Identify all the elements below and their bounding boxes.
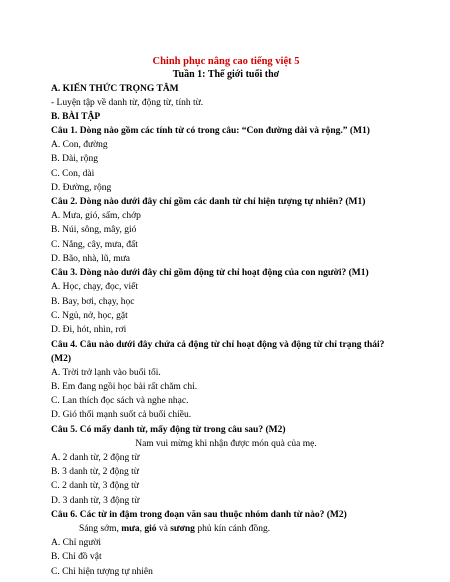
question-1-option-b: B. Dài, rộng (51, 154, 98, 165)
question-6-option-c: C. Chỉ hiện tượng tự nhiên (51, 566, 153, 577)
question-6-passage (51, 522, 401, 536)
document-title: Chinh phục nâng cao tiếng việt 5 (152, 56, 300, 67)
question-1-option-d: D. Đường, rộng (51, 182, 112, 193)
question-5: Câu 5. Có mấy danh từ, mấy động từ trong câu sau? (M2) (51, 424, 286, 435)
question-2-option-a: A. Mưa, gió, sấm, chớp (51, 211, 141, 222)
passage-text: phủ kín cánh đồng. (194, 523, 271, 534)
question-6-option-a: A. Chỉ người (51, 537, 102, 548)
bold-word-suong: sương (170, 523, 195, 534)
section-a-heading: A. KIẾN THỨC TRỌNG TÂM (51, 84, 179, 94)
question-6: Câu 6. Các từ in đậm trong đoạn văn sau thuộc nhóm danh từ nào? (M2) (51, 509, 347, 520)
question-5-option-c: C. 2 danh từ, 3 động từ (51, 481, 139, 492)
section-a-item: - Luyện tập về danh từ, động từ, tính từ. (51, 98, 204, 108)
document-subtitle: Tuần 1: Thế giới tuổi thơ (172, 69, 280, 80)
section-b-heading: B. BÀI TẬP (51, 112, 101, 122)
question-5-option-d: D. 3 danh từ, 3 động từ (51, 495, 140, 506)
question-1-option-c: C. Con, dài (51, 168, 95, 179)
question-2-option-b: B. Núi, sông, mây, gió (51, 225, 137, 236)
question-1-option-a: A. Con, đường (51, 140, 108, 150)
question-4: Câu 4. Câu nào dưới đây chứa cả động từ chỉ hoạt động và động từ chỉ trạng thái? (M2) (51, 339, 385, 364)
question-4-option-d: D. Gió thổi mạnh suốt cả buổi chiều. (51, 410, 192, 421)
question-2-option-d: D. Bão, nhà, lũ, mưa (51, 254, 131, 265)
bold-word-mua: mưa (121, 523, 140, 534)
question-4-option-b: B. Em đang ngồi học bài rất chăm chỉ. (51, 381, 198, 392)
question-3-option-b: B. Bay, bơi, chạy, học (51, 296, 135, 307)
passage-text: và (156, 523, 171, 534)
question-3-option-c: C. Ngủ, nở, học, gặt (51, 310, 128, 321)
question-3: Câu 3. Dòng nào dưới đây chỉ gồm động từ chỉ hoạt động của con người? (M1) (51, 268, 369, 279)
question-6-option-b: B. Chỉ đồ vật (51, 552, 102, 563)
question-5-sentence: Nam vui mừng khi nhận được món quà của mẹ. (135, 438, 317, 449)
passage-text: Sáng sớm, (79, 523, 122, 534)
question-1: Câu 1. Dòng nào gồm các tính từ có trong câu: “Con đường dài và rộng.” (M1) (51, 126, 370, 136)
question-5-option-b: B. 3 danh từ, 2 động từ (51, 467, 139, 478)
bold-word-gio: gió (144, 523, 157, 534)
passage-text: , (139, 523, 145, 534)
document-content (51, 56, 401, 579)
question-2: Câu 2. Dòng nào dưới đây chỉ gồm các danh từ chỉ hiện tượng tự nhiên? (M1) (51, 197, 366, 208)
question-4-option-c: C. Lan thích đọc sách và nghe nhạc. (51, 396, 189, 407)
question-2-option-c: C. Nắng, cây, mưa, đất (51, 239, 138, 250)
question-4-option-a: A. Trời trở lạnh vào buổi tối. (51, 367, 161, 378)
question-5-option-a: A. 2 danh từ, 2 động từ (51, 452, 140, 463)
question-3-option-d: D. Đi, hót, nhìn, rơi (51, 325, 127, 336)
question-3-option-a: A. Học, chạy, đọc, viết (51, 282, 138, 293)
